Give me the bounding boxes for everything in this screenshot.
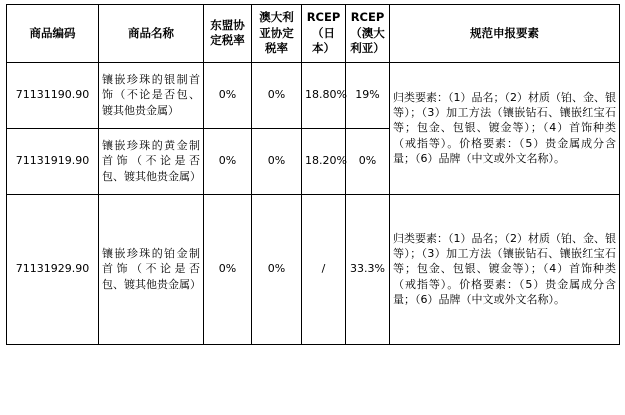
cell-rcep-australia: 33.3% — [346, 194, 390, 344]
cell-name: 镶嵌珍珠的铂金制首饰（不论是否包、镀其他贵金属） — [99, 194, 204, 344]
cell-rcep-australia: 0% — [346, 128, 390, 194]
cell-code: 71131919.90 — [7, 128, 99, 194]
cell-australia-rate: 0% — [252, 128, 302, 194]
cell-rcep-japan: 18.20% — [302, 128, 346, 194]
cell-rcep-australia: 19% — [346, 62, 390, 128]
table-row — [7, 62, 620, 128]
tariff-table — [6, 4, 620, 345]
column-header-rcep-japan: RCEP（日本） — [302, 5, 346, 63]
cell-rcep-japan: / — [302, 194, 346, 344]
cell-asean-rate: 0% — [204, 128, 252, 194]
column-header-code: 商品编码 — [7, 5, 99, 63]
cell-declaration: 归类要素：（1）品名；（2）材质（铂、金、银等）；（3）加工方法（镶嵌钻石、镶嵌红宝石等；包金、包银、镀金等）；（4）首饰种类（戒指等）。价格要素：（5）贵金属成分含量；（6）品牌（中文或外文名称）。 — [390, 194, 620, 344]
cell-asean-rate: 0% — [204, 62, 252, 128]
table-header-row — [7, 5, 620, 63]
column-header-declaration: 规范申报要素 — [390, 5, 620, 63]
cell-code: 71131929.90 — [7, 194, 99, 344]
cell-name: 镶嵌珍珠的银制首饰（不论是否包、镀其他贵金属） — [99, 62, 204, 128]
cell-declaration: 归类要素：（1）品名；（2）材质（铂、金、银等）；（3）加工方法（镶嵌钻石、镶嵌红宝石等；包金、包银、镀金等）；（4）首饰种类（戒指等）。价格要素：（5）贵金属成分含量；（6）品牌（中文或外文名称）。 — [390, 62, 620, 194]
cell-australia-rate: 0% — [252, 62, 302, 128]
column-header-rcep-australia: RCEP（澳大利亚） — [346, 5, 390, 63]
column-header-australia-rate: 澳大利亚协定税率 — [252, 5, 302, 63]
table-row — [7, 194, 620, 344]
cell-code: 71131190.90 — [7, 62, 99, 128]
cell-rcep-japan: 18.80% — [302, 62, 346, 128]
cell-australia-rate: 0% — [252, 194, 302, 344]
cell-name: 镶嵌珍珠的黄金制首饰（不论是否包、镀其他贵金属） — [99, 128, 204, 194]
cell-asean-rate: 0% — [204, 194, 252, 344]
column-header-name: 商品名称 — [99, 5, 204, 63]
column-header-asean-rate: 东盟协定税率 — [204, 5, 252, 63]
